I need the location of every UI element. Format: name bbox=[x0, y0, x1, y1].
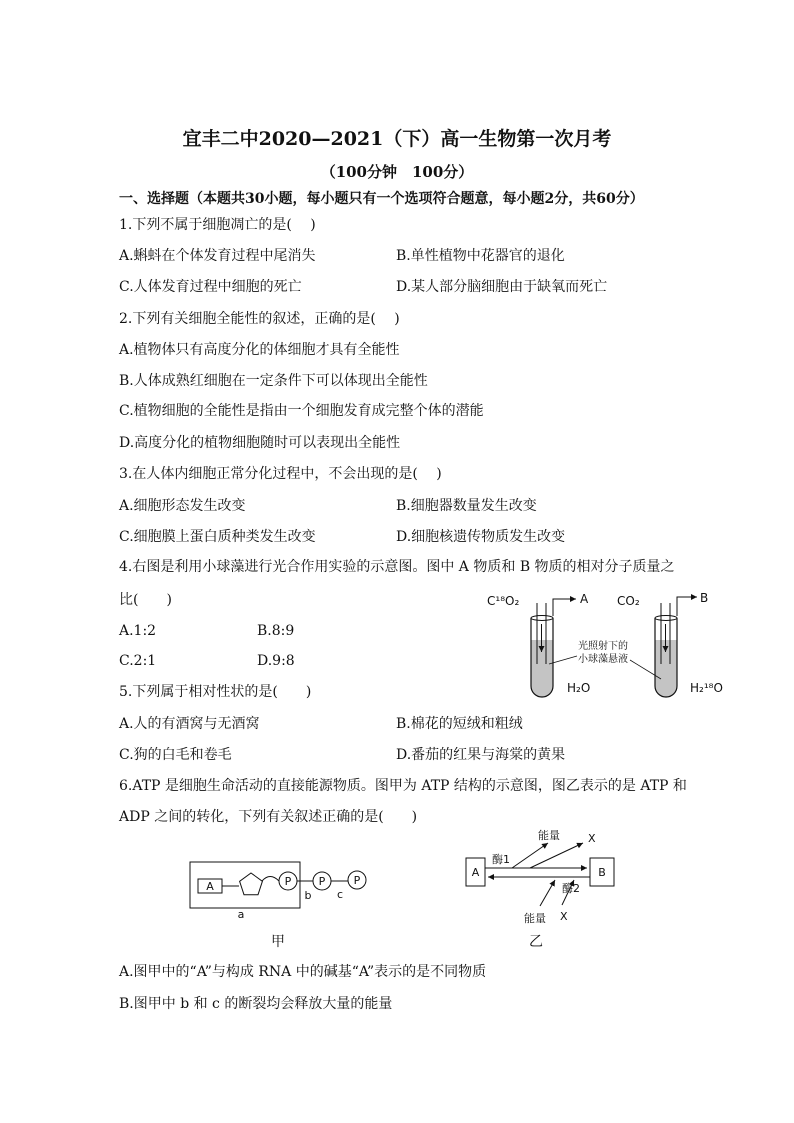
x-out-label: X bbox=[588, 832, 596, 845]
q2-option-d: D.高度分化的植物细胞随时可以表现出全能性 bbox=[119, 435, 401, 451]
q3-option-b: B.细胞器数量发生改变 bbox=[396, 498, 537, 514]
q4-option-b: B.8:9 bbox=[257, 623, 295, 639]
sugar-phosphate-bond bbox=[262, 877, 279, 882]
exam-subtitle: （100分钟 100分） bbox=[320, 163, 474, 181]
energy-out-label: 能量 bbox=[538, 829, 560, 842]
outlet-pipe-left bbox=[553, 599, 576, 616]
q4-option-d: D.9:8 bbox=[257, 653, 295, 669]
q5-option-a: A.人的有酒窝与无酒窝 bbox=[119, 716, 260, 732]
gas-right-label: CO₂ bbox=[617, 594, 640, 608]
q4-stem-line1: 4.右图是利用小球藻进行光合作用实验的示意图。图中 A 物质和 B 物质的相对分子质量之 bbox=[119, 559, 675, 575]
box-b-label: B bbox=[598, 866, 606, 879]
label-c: c bbox=[336, 888, 344, 901]
test-tube-right-rim bbox=[655, 616, 677, 621]
q2-stem: 2.下列有关细胞全能性的叙述，正确的是( ) bbox=[119, 311, 400, 327]
enzyme-1-label: 酶1 bbox=[492, 853, 510, 866]
suspension-label-line1: 光照射下的 bbox=[578, 641, 628, 652]
figure-jia-caption: 甲 bbox=[271, 934, 285, 950]
x-release-arrow bbox=[530, 843, 583, 868]
phosphate-1-label: P bbox=[284, 875, 292, 888]
x-in-label: X bbox=[560, 910, 568, 923]
q1-option-a: A.蝌蚪在个体发育过程中尾消失 bbox=[119, 248, 316, 264]
adenine-label: A bbox=[206, 880, 214, 893]
box-a-label: A bbox=[471, 866, 480, 879]
figure-yi-caption: 乙 bbox=[529, 934, 543, 950]
output-a-label: A bbox=[580, 592, 589, 606]
atp-adp-conversion-figure bbox=[460, 825, 630, 927]
q4-photosynthesis-figure bbox=[480, 580, 730, 705]
q6-option-a: A.图甲中的“A”与构成 RNA 中的碱基“A”表示的是不同物质 bbox=[119, 964, 487, 980]
q4-stem-line2: 比( ) bbox=[119, 592, 172, 608]
q6-stem-line1: 6.ATP 是细胞生命活动的直接能源物质。图甲为 ATP 结构的示意图，图乙表示的是 ATP 和 bbox=[119, 778, 687, 794]
water-right-label: H₂¹⁸O bbox=[690, 681, 723, 695]
q5-option-b: B.棉花的短绒和粗绒 bbox=[396, 716, 523, 732]
phosphate-2-label: P bbox=[318, 875, 326, 888]
q1-stem: 1.下列不属于细胞凋亡的是( ) bbox=[119, 217, 316, 233]
section-heading: 一、选择题（本题共30小题，每小题只有一个选项符合题意，每小题2分，共60分） bbox=[119, 191, 644, 207]
enzyme-2-label: 酶2 bbox=[562, 882, 580, 895]
q6-option-b: B.图甲中 b 和 c 的断裂均会释放大量的能量 bbox=[119, 996, 393, 1012]
phosphate-3-label: P bbox=[353, 874, 361, 887]
q3-option-a: A.细胞形态发生改变 bbox=[119, 498, 246, 514]
q2-option-b: B.人体成熟红细胞在一定条件下可以体现出全能性 bbox=[119, 373, 428, 389]
output-b-label: B bbox=[700, 591, 709, 605]
q5-option-c: C.狗的白毛和卷毛 bbox=[119, 747, 232, 763]
label-b: b bbox=[304, 889, 312, 902]
q5-option-d: D.番茄的红果与海棠的黄果 bbox=[396, 747, 566, 763]
energy-in-label: 能量 bbox=[524, 912, 546, 925]
test-tube-left-rim bbox=[531, 616, 553, 621]
q1-option-d: D.某人部分脑细胞由于缺氧而死亡 bbox=[396, 279, 608, 295]
q3-option-d: D.细胞核遗传物质发生改变 bbox=[396, 529, 566, 545]
water-left-label: H₂O bbox=[567, 681, 591, 695]
exam-title: 宜丰二中2020—2021（下）高一生物第一次月考 bbox=[182, 128, 612, 150]
energy-release-arrow bbox=[512, 843, 548, 868]
gas-left-label: C¹⁸O₂ bbox=[487, 594, 520, 608]
q2-option-a: A.植物体只有高度分化的体细胞才具有全能性 bbox=[119, 342, 400, 358]
q2-option-c: C.植物细胞的全能性是指由一个细胞发育成完整个体的潜能 bbox=[119, 403, 484, 419]
outlet-pipe-right bbox=[677, 597, 697, 616]
q4-option-c: C.2:1 bbox=[119, 653, 157, 669]
q3-option-c: C.细胞膜上蛋白质种类发生改变 bbox=[119, 529, 316, 545]
q3-stem: 3.在人体内细胞正常分化过程中，不会出现的是( ) bbox=[119, 466, 442, 482]
q6-stem-line2: ADP 之间的转化，下列有关叙述正确的是( ) bbox=[119, 809, 418, 825]
energy-input-arrow bbox=[540, 880, 555, 906]
q1-option-b: B.单性植物中花器官的退化 bbox=[396, 248, 565, 264]
q5-stem: 5.下列属于相对性状的是( ) bbox=[119, 684, 312, 700]
label-a: a bbox=[237, 908, 245, 921]
atp-structure-figure bbox=[185, 850, 380, 922]
suspension-label-line2: 小球藻悬液 bbox=[578, 654, 628, 665]
q1-option-c: C.人体发育过程中细胞的死亡 bbox=[119, 279, 302, 295]
q4-option-a: A.1:2 bbox=[119, 623, 157, 639]
ribose-pentagon bbox=[240, 873, 263, 895]
